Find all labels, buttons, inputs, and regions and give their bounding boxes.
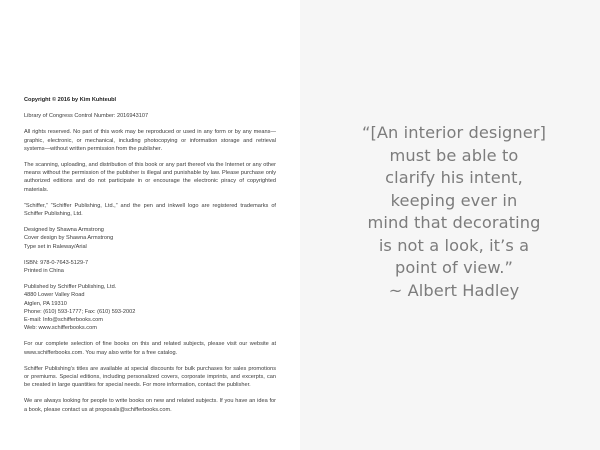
publisher-email: E-mail: Info@schifferbooks.com bbox=[24, 317, 103, 324]
quote-line: is not a look, it’s a bbox=[378, 235, 530, 255]
designer-credit: Designed by Shawna Armstrong bbox=[24, 227, 104, 234]
publisher-street: 4880 Lower Valley Road bbox=[24, 292, 85, 299]
rights-paragraph: All rights reserved. No part of this work may be reproduced or used in any form or by any means—graphic, electronic, or mechanical, including photocopying or information storage and retrieval systems—without written permission from the publisher. bbox=[24, 129, 276, 152]
special-sales-paragraph: Schiffer Publishing’s titles are available at special discounts for bulk purchases for sales promotions or premiums. Special editions, including personalized covers, corporate imprints, and excerpts, can be created in large quantities for special needs. For more information, contact the publisher. bbox=[24, 365, 276, 389]
catalog-paragraph: For our complete selection of fine books on this and related subjects, please visit our website at www.schifferbooks.com. You may also write for a free catalog. bbox=[24, 341, 276, 356]
credits-block bbox=[24, 226, 276, 251]
publisher-block bbox=[24, 283, 276, 332]
quote-attribution: ~ Albert Hadley bbox=[388, 280, 520, 300]
quote-line: “[An interior designer] bbox=[361, 123, 547, 142]
epigraph-quote bbox=[348, 122, 560, 302]
trademark-paragraph: “Schiffer,” “Schiffer Publishing, Ltd.,” and the pen and inkwell logo are registered trademarks of Schiffer Publishing, Ltd. bbox=[24, 202, 276, 218]
cover-credit: Cover design by Shawna Armstrong bbox=[24, 235, 114, 242]
quote-line: must be able to bbox=[389, 145, 519, 165]
printed-in-line: Printed in China bbox=[24, 268, 64, 275]
quote-line: clarify his intent, bbox=[385, 168, 523, 187]
colophon bbox=[24, 96, 276, 422]
quote-line: point of view.” bbox=[395, 258, 513, 277]
publisher-city: Atglen, PA 19310 bbox=[24, 300, 67, 307]
loc-number: Library of Congress Control Number: 2016943107 bbox=[24, 113, 149, 120]
typeset-credit: Type set in Raleway/Arial bbox=[24, 243, 87, 250]
authors-wanted-paragraph: We are always looking for people to write books on new and related subjects. If you have an idea for a book, please contact us at proposals@schifferbooks.com. bbox=[24, 398, 276, 413]
publisher-web: Web: www.schifferbooks.com bbox=[24, 325, 97, 332]
quote-line: mind that decorating bbox=[367, 213, 541, 232]
isbn-block bbox=[24, 259, 276, 275]
publisher-name: Published by Schiffer Publishing, Ltd. bbox=[24, 284, 117, 291]
copyright-line: Copyright © 2016 by Kim Kuhteubl bbox=[24, 97, 117, 103]
piracy-paragraph: The scanning, uploading, and distribution of this book or any part thereof via the Internet or any other means without the permission of the publisher is illegal and punishable by law. Please purchase only authorized editions and do not participate in or encourage the electronic piracy of copyrighted materials. bbox=[24, 162, 276, 193]
quote-line: keeping ever in bbox=[390, 190, 518, 210]
isbn-line: ISBN: 978-0-7643-5129-7 bbox=[24, 259, 89, 266]
publisher-phone: Phone: (610) 593-1777; Fax: (610) 593-2002 bbox=[24, 308, 136, 315]
